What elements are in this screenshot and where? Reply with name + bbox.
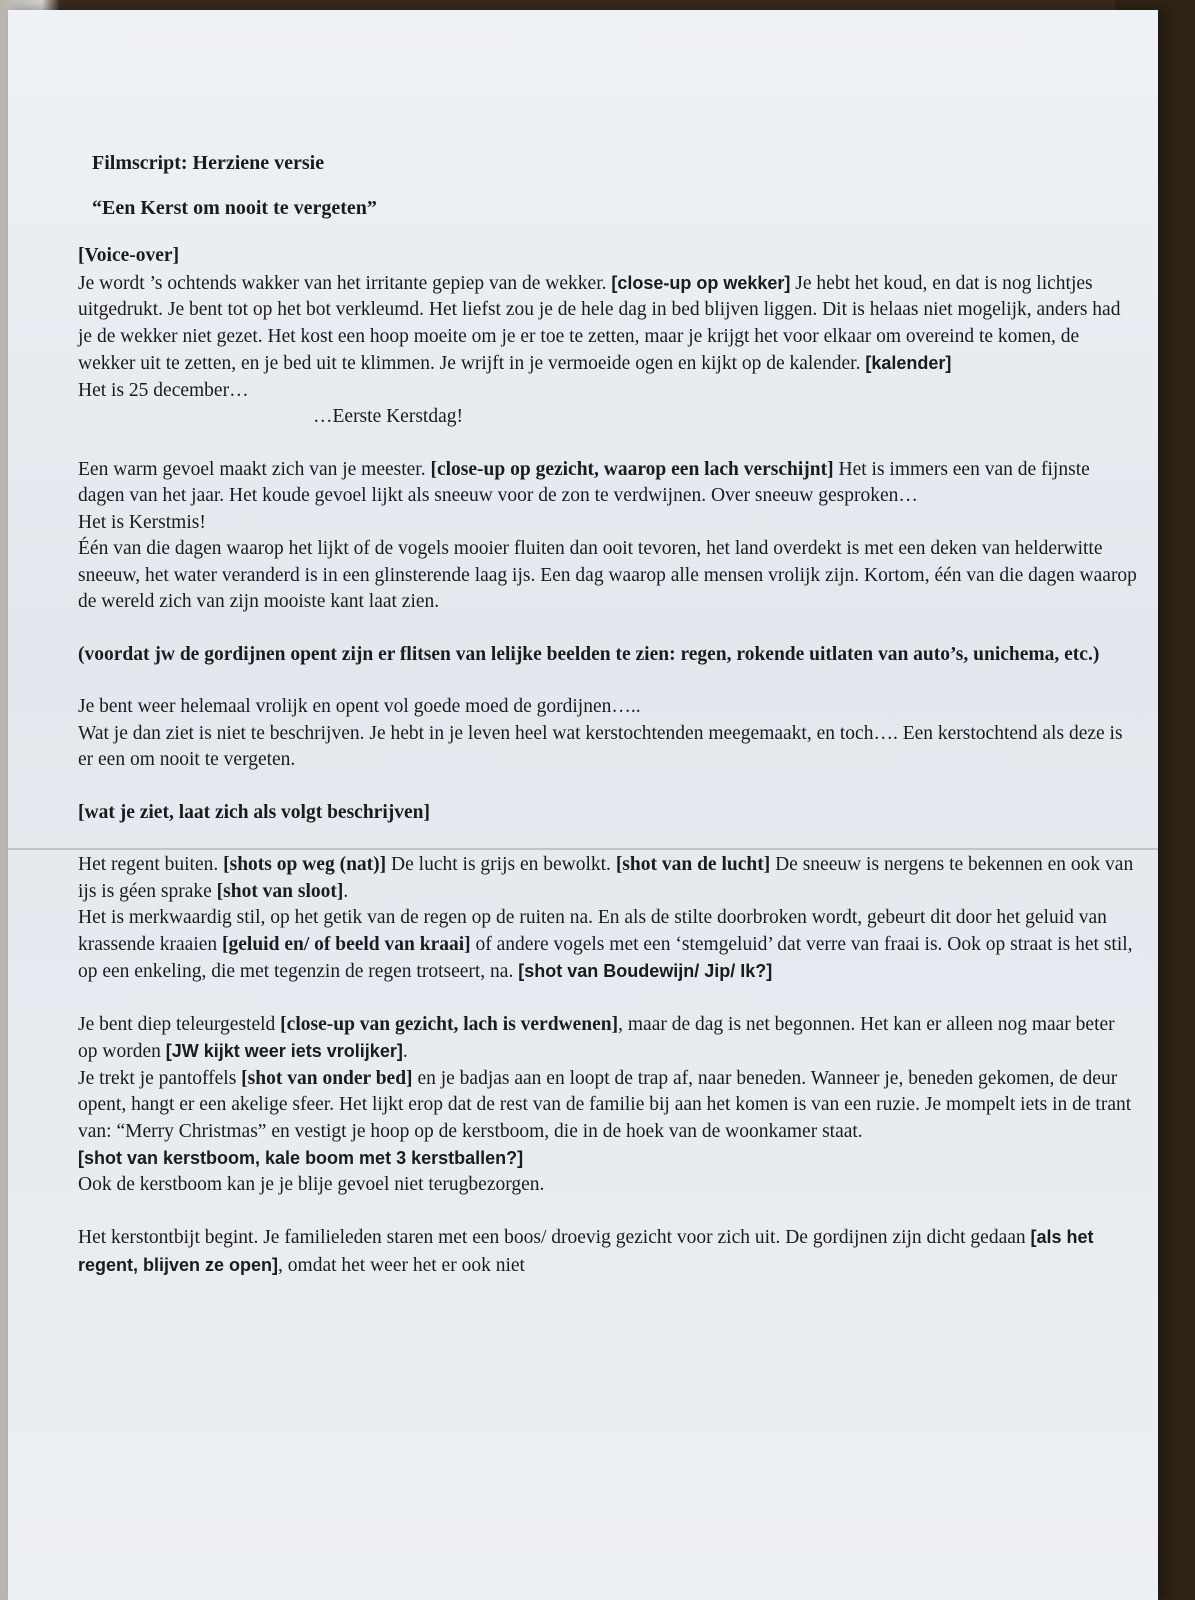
p2-text-b: Het is immers een van de fijnste dagen van het jaar. Het koude gevoel lijkt als sneeuw voor de zon te verdwijnen. Over sneeuw gesproken… xyxy=(78,458,1090,506)
p5-cue-2: [JW kijkt weer iets vrolijker] xyxy=(165,1041,403,1061)
p5-cue-1: [close-up van gezicht, lach is verdwenen] xyxy=(280,1013,619,1035)
document-heading: Filmscript: Herziene versie xyxy=(92,152,325,174)
paragraph-1 xyxy=(78,243,1138,431)
p4-cue-2: [shot van de lucht] xyxy=(615,854,771,875)
p6-text-a: Het kerstontbijt begint. Je familieleden staren met een boos/ droevig gezicht voor zich uit. De gordijnen zijn dicht gedaan xyxy=(78,1227,1026,1248)
paragraph-2 xyxy=(78,457,1138,616)
p4-text-d: . xyxy=(343,880,349,902)
p4-line-e xyxy=(78,905,1138,986)
p4-text-b: De lucht is grijs en bewolkt. xyxy=(391,854,611,875)
p3-text-b: Wat je dan ziet is niet te beschrijven. Je hebt in je leven heel wat kerstochtenden meegemaakt, en toch…. Een kerstochtend als deze is er een om nooit te vergeten. xyxy=(78,722,1123,770)
paragraph-6 xyxy=(78,1224,1138,1279)
p1-cue-2: [kalender] xyxy=(865,353,952,373)
p4-text-e: Het is merkwaardig stil, op het getik van de regen op de ruiten na. En als de stilte doorbroken wordt, gebeurt dit door het geluid van krassende kraaien xyxy=(78,907,1107,955)
p5-cue-3: [shot van onder bed] xyxy=(241,1067,413,1089)
p4-cue-1: [shots op weg (nat)] xyxy=(223,854,387,875)
paragraph-3 xyxy=(78,694,1138,774)
p6-cue: [als het regent, blijven ze open] xyxy=(78,1227,1094,1275)
direction-2: [wat je ziet, laat zich als volgt beschrijven] xyxy=(78,801,430,823)
p5-text-a: Je bent diep teleurgesteld xyxy=(78,1013,276,1035)
p5-line-d xyxy=(78,1066,1138,1146)
p5-text-b: , maar de dag is net begonnen. Het kan er alleen nog maar beter op worden xyxy=(78,1013,1115,1062)
p4-cue-4: [geluid en/ of beeld van kraai] xyxy=(222,933,471,955)
voiceover-label: [Voice-over] xyxy=(78,245,180,266)
p4-cue-3: [shot van sloot] xyxy=(216,880,344,902)
p1-text-d: …Eerste Kerstdag! xyxy=(313,406,463,427)
p2-text-a: Een warm gevoel maakt zich van je meester. xyxy=(78,458,426,480)
p2-text-c: Het is Kerstmis! xyxy=(78,511,206,533)
p5-cue-4: [shot van kerstboom, kale boom met 3 kerstballen?] xyxy=(78,1148,524,1168)
p2-text-d: Één van die dagen waarop het lijkt of de vogels mooier fluiten dan ooit tevoren, het land overdekt is met een deken van helderwitte sneeuw, het water veranderd is in een glinsterende laag ijs. Een dag waarop alle mensen vrolijk zijn. Kortom, één van die dagen waarop de wereld zich van zijn mooiste kant laat zien. xyxy=(78,538,1137,612)
p4-text-f: of andere vogels met een ‘stemgeluid’ dat verre van fraai is. Ook op straat is het stil, op een enkeling, die met tegenzin de regen trotseert, na. xyxy=(78,933,1133,982)
paragraph-5 xyxy=(78,1012,1138,1199)
direction-1: (voordat jw de gordijnen opent zijn er flitsen van lelijke beelden te zien: regen, rokende uitlaten van auto’s, unichema, etc.) xyxy=(78,643,1100,665)
p5-text-d: Je trekt je pantoffels xyxy=(78,1067,237,1089)
paragraph-4 xyxy=(78,852,1138,986)
p1-cue-1: [close-up op wekker] xyxy=(611,272,791,293)
p4-cue-5: [shot van Boudewijn/ Jip/ Ik?] xyxy=(518,961,773,981)
document-title: “Een Kerst om nooit te vergeten” xyxy=(92,196,377,219)
script-content xyxy=(78,150,1138,1305)
p4-text-a: Het regent buiten. xyxy=(78,854,219,875)
p5-text-e: en je badjas aan en loopt de trap af, naar beneden. Wanneer je, beneden gekomen, de deur opent, hangt er een akelige sfeer. Het lijkt erop dat de rest van de familie bij aan het komen is van een ruzie. Je mompelt iets in de trant van: “Merry Christmas” en vestigt je hoop op de kerstboom, die in de hoek van de woonkamer staat. xyxy=(78,1067,1132,1142)
p1-text-b: Je hebt het koud, en dat is nog lichtjes uitgedrukt. Je bent tot op het bot verkleumd. Het liefst zou je de hele dag in bed blijven liggen. Dit is helaas niet mogelijk, anders had je de wekker niet gezet. Het kost een hoop moeite om je er toe te zetten, maar je krijgt het voor elkaar om overeind te komen, de wekker uit te zetten, en je bed uit te klimmen. Je wrijft in je vermoeide ogen en kijkt op de kalender. xyxy=(78,272,1121,374)
p1-text-c: Het is 25 december… xyxy=(78,379,249,401)
p1-text-a: Je wordt ’s ochtends wakker van het irritante gepiep van de wekker. xyxy=(78,272,607,294)
p5-text-f: Ook de kerstboom kan je je blije gevoel niet terugbezorgen. xyxy=(78,1173,545,1195)
p2-cue: [close-up op gezicht, waarop een lach verschijnt] xyxy=(430,458,834,480)
p3-text-a: Je bent weer helemaal vrolijk en opent vol goede moed de gordijnen….. xyxy=(78,696,641,717)
p4-text-c: De sneeuw is nergens te bekennen en ook van ijs is géen sprake xyxy=(78,854,1134,902)
p5-text-c: . xyxy=(402,1041,408,1062)
p6-text-b: , omdat het weer het er ook niet xyxy=(278,1254,525,1276)
